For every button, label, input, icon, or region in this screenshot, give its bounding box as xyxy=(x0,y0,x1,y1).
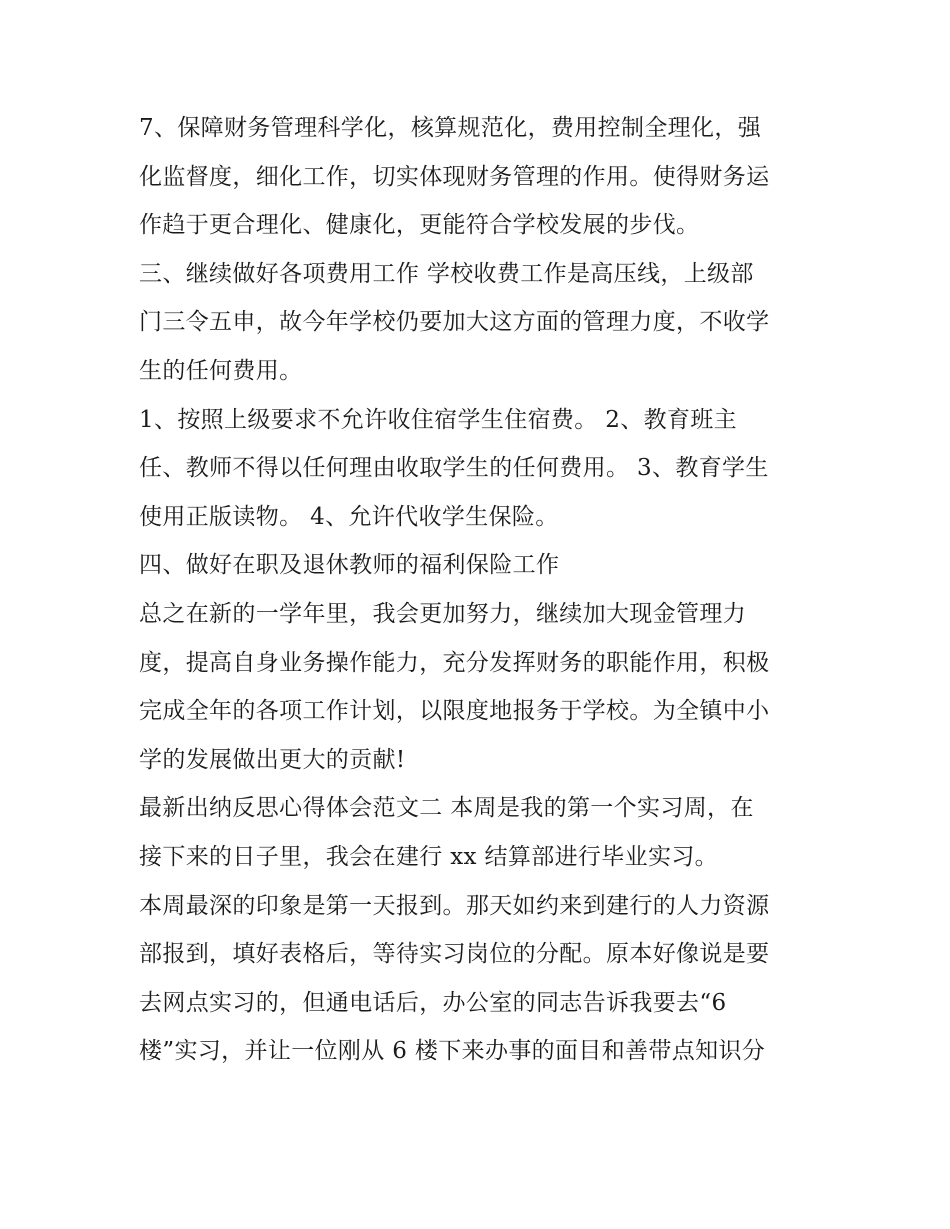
text-line: 完成全年的各项工作计划，以限度地报务于学校。为全镇中小 xyxy=(139,698,770,725)
text-line: 学的发展做出更大的贡献! xyxy=(139,746,406,773)
text-line: 本周最深的印象是第一天报到。那天如约来到建行的人力资源 xyxy=(139,892,770,919)
text-line: 作趋于更合理化、健康化，更能符合学校发展的步伐。 xyxy=(139,212,700,239)
text-line: 7、保障财务管理科学化，核算规范化，费用控制全理化，强 xyxy=(139,115,762,141)
text-line: 任、教师不得以任何理由收取学生的任何费用。 3、教育学生 xyxy=(139,455,769,482)
text-line: 生的任何费用。 xyxy=(139,357,303,384)
text-line: 总之在新的一学年里，我会更加努力，继续加大现金管理力 xyxy=(139,600,747,627)
text-line: 部报到，填好表格后，等待实习岗位的分配。原本好像说是要 xyxy=(139,941,770,968)
text-line: 化监督度，细化工作，切实体现财务管理的作用。使得财务运 xyxy=(139,163,770,190)
document-body xyxy=(139,104,819,1076)
text-line: 使用正版读物。 4、允许代收学生保险。 xyxy=(139,503,559,530)
text-line: 门三令五申，故今年学校仍要加大这方面的管理力度，不收学 xyxy=(139,309,770,336)
section-heading-line: 四、做好在职及退休教师的福利保险工作 xyxy=(139,552,560,579)
section-heading-line: 三、继续做好各项费用工作 学校收费工作是高压线，上级部 xyxy=(139,260,754,287)
text-line: 1、按照上级要求不允许收住宿学生住宿费。 2、教育班主 xyxy=(139,406,738,433)
text-line: 接下来的日子里，我会在建行 xx 结算部进行毕业实习。 xyxy=(139,843,719,870)
text-line: 去网点实习的，但通电话后，办公室的同志告诉我要去“6 xyxy=(139,989,727,1016)
text-line: 最新出纳反思心得体会范文二 本周是我的第一个实习周，在 xyxy=(139,795,754,822)
text-line: 楼”实习，并让一位刚从 6 楼下来办事的面目和善带点知识分 xyxy=(139,1038,766,1065)
text-line: 度，提高自身业务操作能力，充分发挥财务的职能作用，积极 xyxy=(139,649,770,676)
